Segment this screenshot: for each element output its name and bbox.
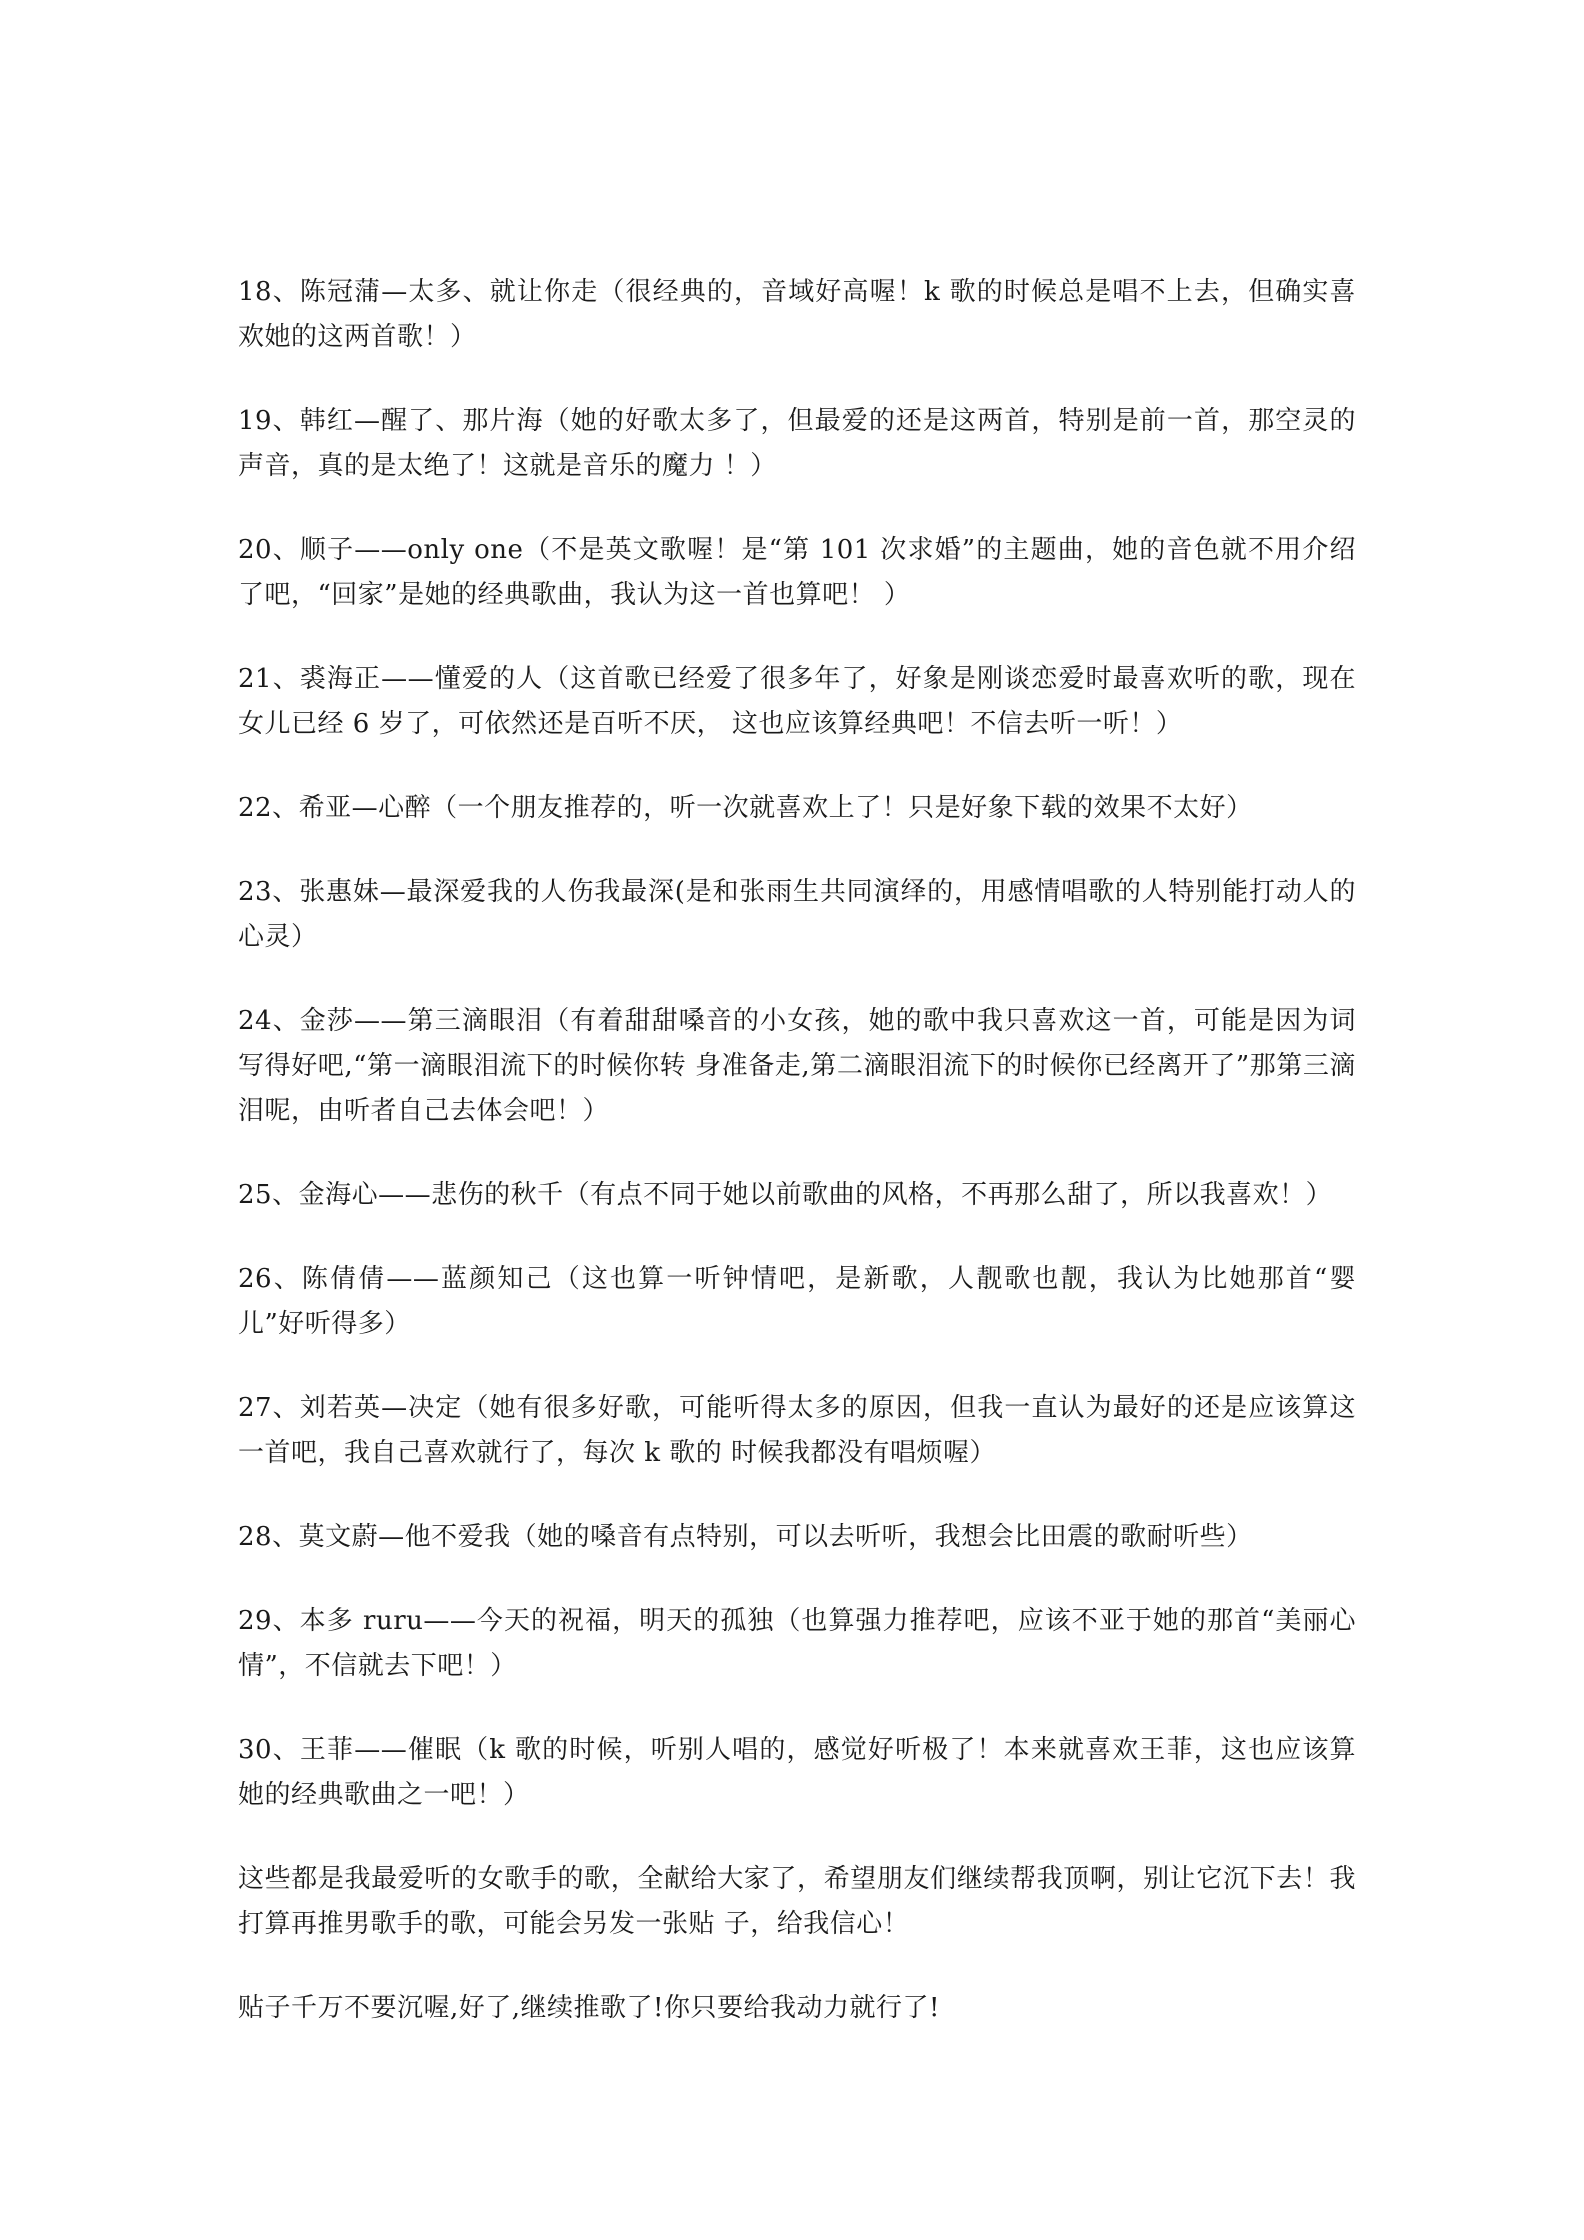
- song-entry-18: 18、陈冠蒲—太多、就让你走（很经典的，音域好高喔！k 歌的时候总是唱不上去，但确实喜欢她的这两首歌！）: [238, 277, 1356, 352]
- document-body: [238, 270, 1356, 2070]
- song-entry-21: 21、裘海正——懂爱的人（这首歌已经爱了很多年了，好象是刚谈恋爱时最喜欢听的歌，现在女儿已经 6 岁了，可依然还是百听不厌， 这也应该算经典吧！不信去听一听！）: [238, 664, 1356, 739]
- closing-paragraph: 这些都是我最爱听的女歌手的歌，全献给大家了，希望朋友们继续帮我顶啊，别让它沉下去！我打算再推男歌手的歌，可能会另发一张贴 子，给我信心！: [238, 1864, 1356, 1939]
- final-note: 贴子千万不要沉喔,好了,继续推歌了!你只要给我动力就行了!: [238, 1993, 940, 2023]
- song-entry-27: 27、刘若英—决定（她有很多好歌，可能听得太多的原因，但我一直认为最好的还是应该算这一首吧，我自己喜欢就行了，每次 k 歌的 时候我都没有唱烦喔）: [238, 1393, 1356, 1468]
- song-entry-25: 25、金海心——悲伤的秋千（有点不同于她以前歌曲的风格，不再那么甜了，所以我喜欢！）: [238, 1180, 1333, 1210]
- song-entry-30: 30、王菲——催眠（k 歌的时候，听别人唱的，感觉好听极了！本来就喜欢王菲，这也应该算她的经典歌曲之一吧！）: [238, 1735, 1356, 1810]
- song-entry-19: 19、韩红—醒了、那片海（她的好歌太多了，但最爱的还是这两首，特别是前一首，那空灵的声音，真的是太绝了！这就是音乐的魔力 ！）: [238, 406, 1356, 481]
- song-entry-24: 24、金莎——第三滴眼泪（有着甜甜嗓音的小女孩，她的歌中我只喜欢这一首，可能是因为词写得好吧,“第一滴眼泪流下的时候你转 身准备走,第二滴眼泪流下的时候你已经离开了”那第三滴泪呢，由听者自己去体会吧！）: [238, 1006, 1356, 1126]
- song-entry-28: 28、莫文蔚—他不爱我（她的嗓音有点特别，可以去听听，我想会比田震的歌耐听些）: [238, 1522, 1253, 1552]
- song-entry-29: 29、本多 ruru——今天的祝福，明天的孤独（也算强力推荐吧，应该不亚于她的那首“美丽心情”，不信就去下吧！）: [238, 1606, 1356, 1681]
- song-entry-26: 26、陈倩倩——蓝颜知己（这也算一听钟情吧，是新歌，人靓歌也靓，我认为比她那首“婴儿”好听得多）: [238, 1264, 1356, 1339]
- song-entry-23: 23、张惠妹—最深爱我的人伤我最深(是和张雨生共同演绎的，用感情唱歌的人特别能打动人的心灵）: [238, 877, 1356, 952]
- song-entry-20: 20、顺子——only one（不是英文歌喔！是“第 101 次求婚”的主题曲，她的音色就不用介绍了吧，“回家”是她的经典歌曲，我认为这一首也算吧！ ）: [238, 535, 1356, 610]
- song-entry-22: 22、希亚—心醉（一个朋友推荐的，听一次就喜欢上了！只是好象下载的效果不太好）: [238, 793, 1253, 823]
